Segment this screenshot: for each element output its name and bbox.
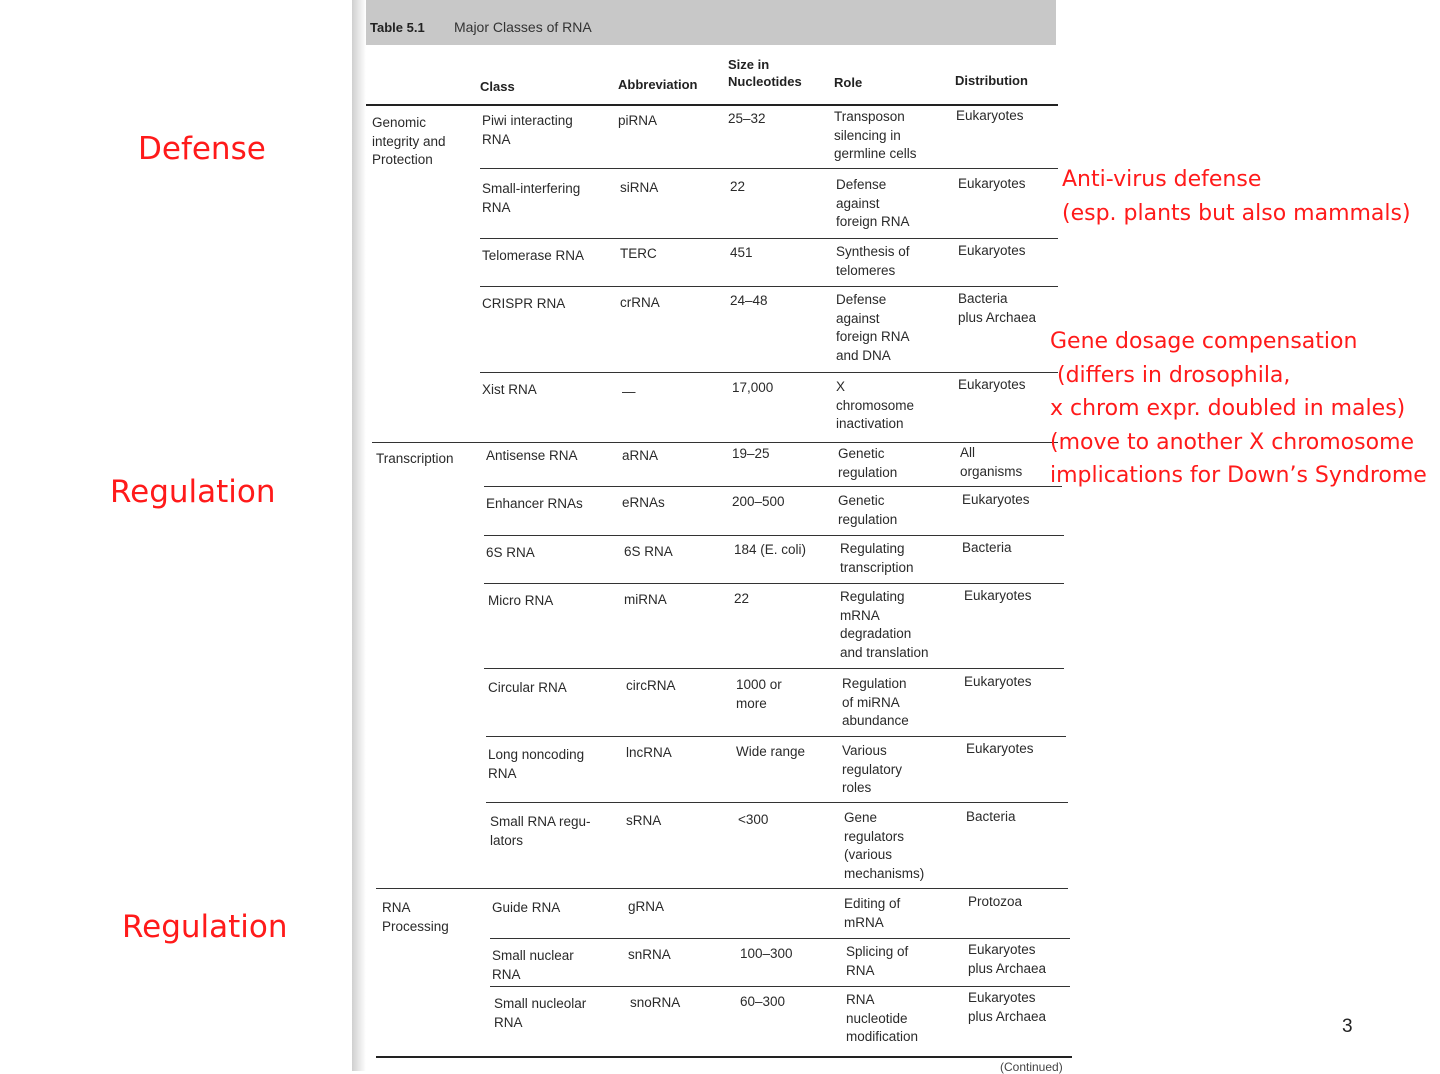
cell-distribution: Eukaryotes [958, 243, 1026, 258]
table-bottom-rule [376, 1056, 1072, 1058]
cell-class: Guide RNA [492, 900, 561, 915]
cell-role: Various regulatory roles [842, 743, 903, 795]
cell-distribution: Eukaryotes [964, 674, 1032, 689]
cell-size: 24–48 [730, 293, 768, 308]
cell-abbreviation: snRNA [628, 947, 671, 962]
cell-distribution: Protozoa [968, 894, 1023, 909]
page-number: 3 [1342, 1016, 1353, 1037]
group-separator [376, 888, 1068, 889]
header-abbreviation: Abbreviation [618, 77, 698, 92]
cell-role: RNA nucleotide modification [846, 992, 919, 1044]
cell-class: Piwi interacting RNA [482, 113, 573, 147]
cell-size: Wide range [736, 744, 806, 759]
annotation-regulation: Regulation [110, 474, 276, 510]
row-separator [490, 938, 1070, 939]
cell-class: 6S RNA [486, 545, 535, 560]
cell-distribution: Eukaryotes [964, 588, 1032, 603]
cell-class: CRISPR RNA [482, 296, 566, 311]
cell-distribution: Bacteria [962, 540, 1012, 555]
cell-role: Genetic regulation [838, 493, 898, 527]
page-edge-shadow [352, 0, 366, 1071]
cell-abbreviation: circRNA [626, 678, 676, 693]
cell-distribution: Eukaryotes [958, 176, 1026, 191]
cell-class: Antisense RNA [486, 448, 578, 463]
row-separator [486, 802, 1068, 803]
cell-role: Editing of mRNA [844, 896, 901, 930]
cell-role: Regulation of miRNA abundance [842, 676, 909, 728]
row-separator [484, 668, 1064, 669]
cell-abbreviation: snoRNA [630, 995, 681, 1010]
cell-distribution: All organisms [960, 445, 1023, 479]
cell-size: 22 [734, 591, 750, 606]
row-separator [490, 986, 1070, 987]
group-rna-processing: RNA Processing [382, 900, 449, 934]
cell-size: 22 [730, 179, 746, 194]
row-separator [480, 238, 1058, 239]
cell-distribution: Eukaryotes plus Archaea [968, 942, 1047, 976]
cell-abbreviation: crRNA [620, 295, 660, 310]
row-separator [480, 168, 1058, 169]
row-separator [480, 372, 1058, 373]
cell-abbreviation: lncRNA [626, 745, 672, 760]
cell-size: 184 (E. coli) [734, 542, 807, 557]
cell-abbreviation: siRNA [620, 180, 659, 195]
cell-role: Synthesis of telomeres [836, 244, 910, 278]
cell-role: Defense against foreign RNA [836, 177, 910, 229]
table-title: Major Classes of RNA [454, 19, 592, 35]
row-separator [480, 286, 1058, 287]
row-separator [484, 583, 1064, 584]
cell-distribution: Eukaryotes plus Archaea [968, 990, 1047, 1024]
header-role: Role [834, 75, 863, 90]
cell-abbreviation: 6S RNA [624, 544, 673, 559]
header-rule [366, 104, 1058, 106]
cell-abbreviation: TERC [620, 246, 657, 261]
cell-abbreviation: miRNA [624, 592, 667, 607]
cell-class: Small nucleolar RNA [494, 996, 587, 1030]
cell-role: Regulating transcription [840, 541, 914, 575]
cell-role: Splicing of RNA [846, 944, 909, 978]
cell-abbreviation: — [622, 384, 636, 399]
cell-class: Enhancer RNAs [486, 496, 583, 511]
cell-role: Genetic regulation [838, 446, 898, 480]
cell-distribution: Eukaryotes [962, 492, 1030, 507]
cell-role: Transposon silencing in germline cells [834, 109, 917, 161]
table-label: Table 5.1 [370, 20, 425, 35]
group-separator [372, 442, 1058, 443]
cell-size: 17,000 [732, 380, 774, 395]
row-separator [484, 535, 1064, 536]
header-class: Class [480, 79, 515, 94]
cell-abbreviation: gRNA [628, 899, 665, 914]
cell-size: 200–500 [732, 494, 785, 509]
group-genomic-integrity: Genomic integrity and Protection [372, 115, 446, 167]
cell-size: 451 [730, 245, 753, 260]
cell-distribution: Eukaryotes [958, 377, 1026, 392]
header-distribution: Distribution [955, 73, 1028, 88]
cell-abbreviation: piRNA [618, 113, 658, 128]
cell-role: Gene regulators (various mechanisms) [844, 810, 925, 881]
annotation-defense: Defense [138, 131, 266, 167]
cell-class: Small nuclear RNA [492, 948, 574, 982]
cell-class: Circular RNA [488, 680, 567, 695]
cell-class: Small RNA regu- lators [490, 814, 591, 848]
cell-abbreviation: aRNA [622, 448, 659, 463]
header-size: Size in Nucleotides [728, 57, 802, 89]
cell-distribution: Bacteria [966, 809, 1016, 824]
cell-distribution: Bacteria plus Archaea [958, 291, 1037, 325]
cell-class: Telomerase RNA [482, 248, 585, 263]
cell-class: Small-interfering RNA [482, 181, 581, 215]
cell-role: X chromosome inactivation [836, 379, 915, 431]
annotation-regulation: Regulation [122, 909, 288, 945]
annotation-antivirus: Anti-virus defense (esp. plants but also mammals) [1062, 167, 1411, 226]
cell-size: <300 [738, 812, 769, 827]
cell-role: Defense against foreign RNA and DNA [836, 292, 910, 363]
cell-size: 25–32 [728, 111, 766, 126]
cell-role: Regulating mRNA degradation and translation [840, 589, 929, 660]
cell-abbreviation: eRNAs [622, 495, 665, 510]
cell-size: 60–300 [740, 994, 786, 1009]
cell-distribution: Eukaryotes [966, 741, 1034, 756]
cell-class: Long noncoding RNA [488, 747, 585, 781]
continued-note: (Continued) [1000, 1060, 1063, 1074]
annotation-dosage-compensation: Gene dosage compensation (differs in drosophila, x chrom expr. doubled in males) (move to another X chromosome implications for Down’s Syndrome [1050, 329, 1427, 488]
cell-size: 1000 or more [736, 677, 782, 711]
cell-class: Micro RNA [488, 593, 554, 608]
cell-size: 100–300 [740, 946, 793, 961]
row-separator [486, 736, 1066, 737]
cell-class: Xist RNA [482, 382, 537, 397]
group-transcription: Transcription [376, 451, 454, 466]
row-separator [484, 486, 1062, 487]
cell-abbreviation: sRNA [626, 813, 662, 828]
cell-distribution: Eukaryotes [956, 108, 1024, 123]
cell-size: 19–25 [732, 446, 770, 461]
